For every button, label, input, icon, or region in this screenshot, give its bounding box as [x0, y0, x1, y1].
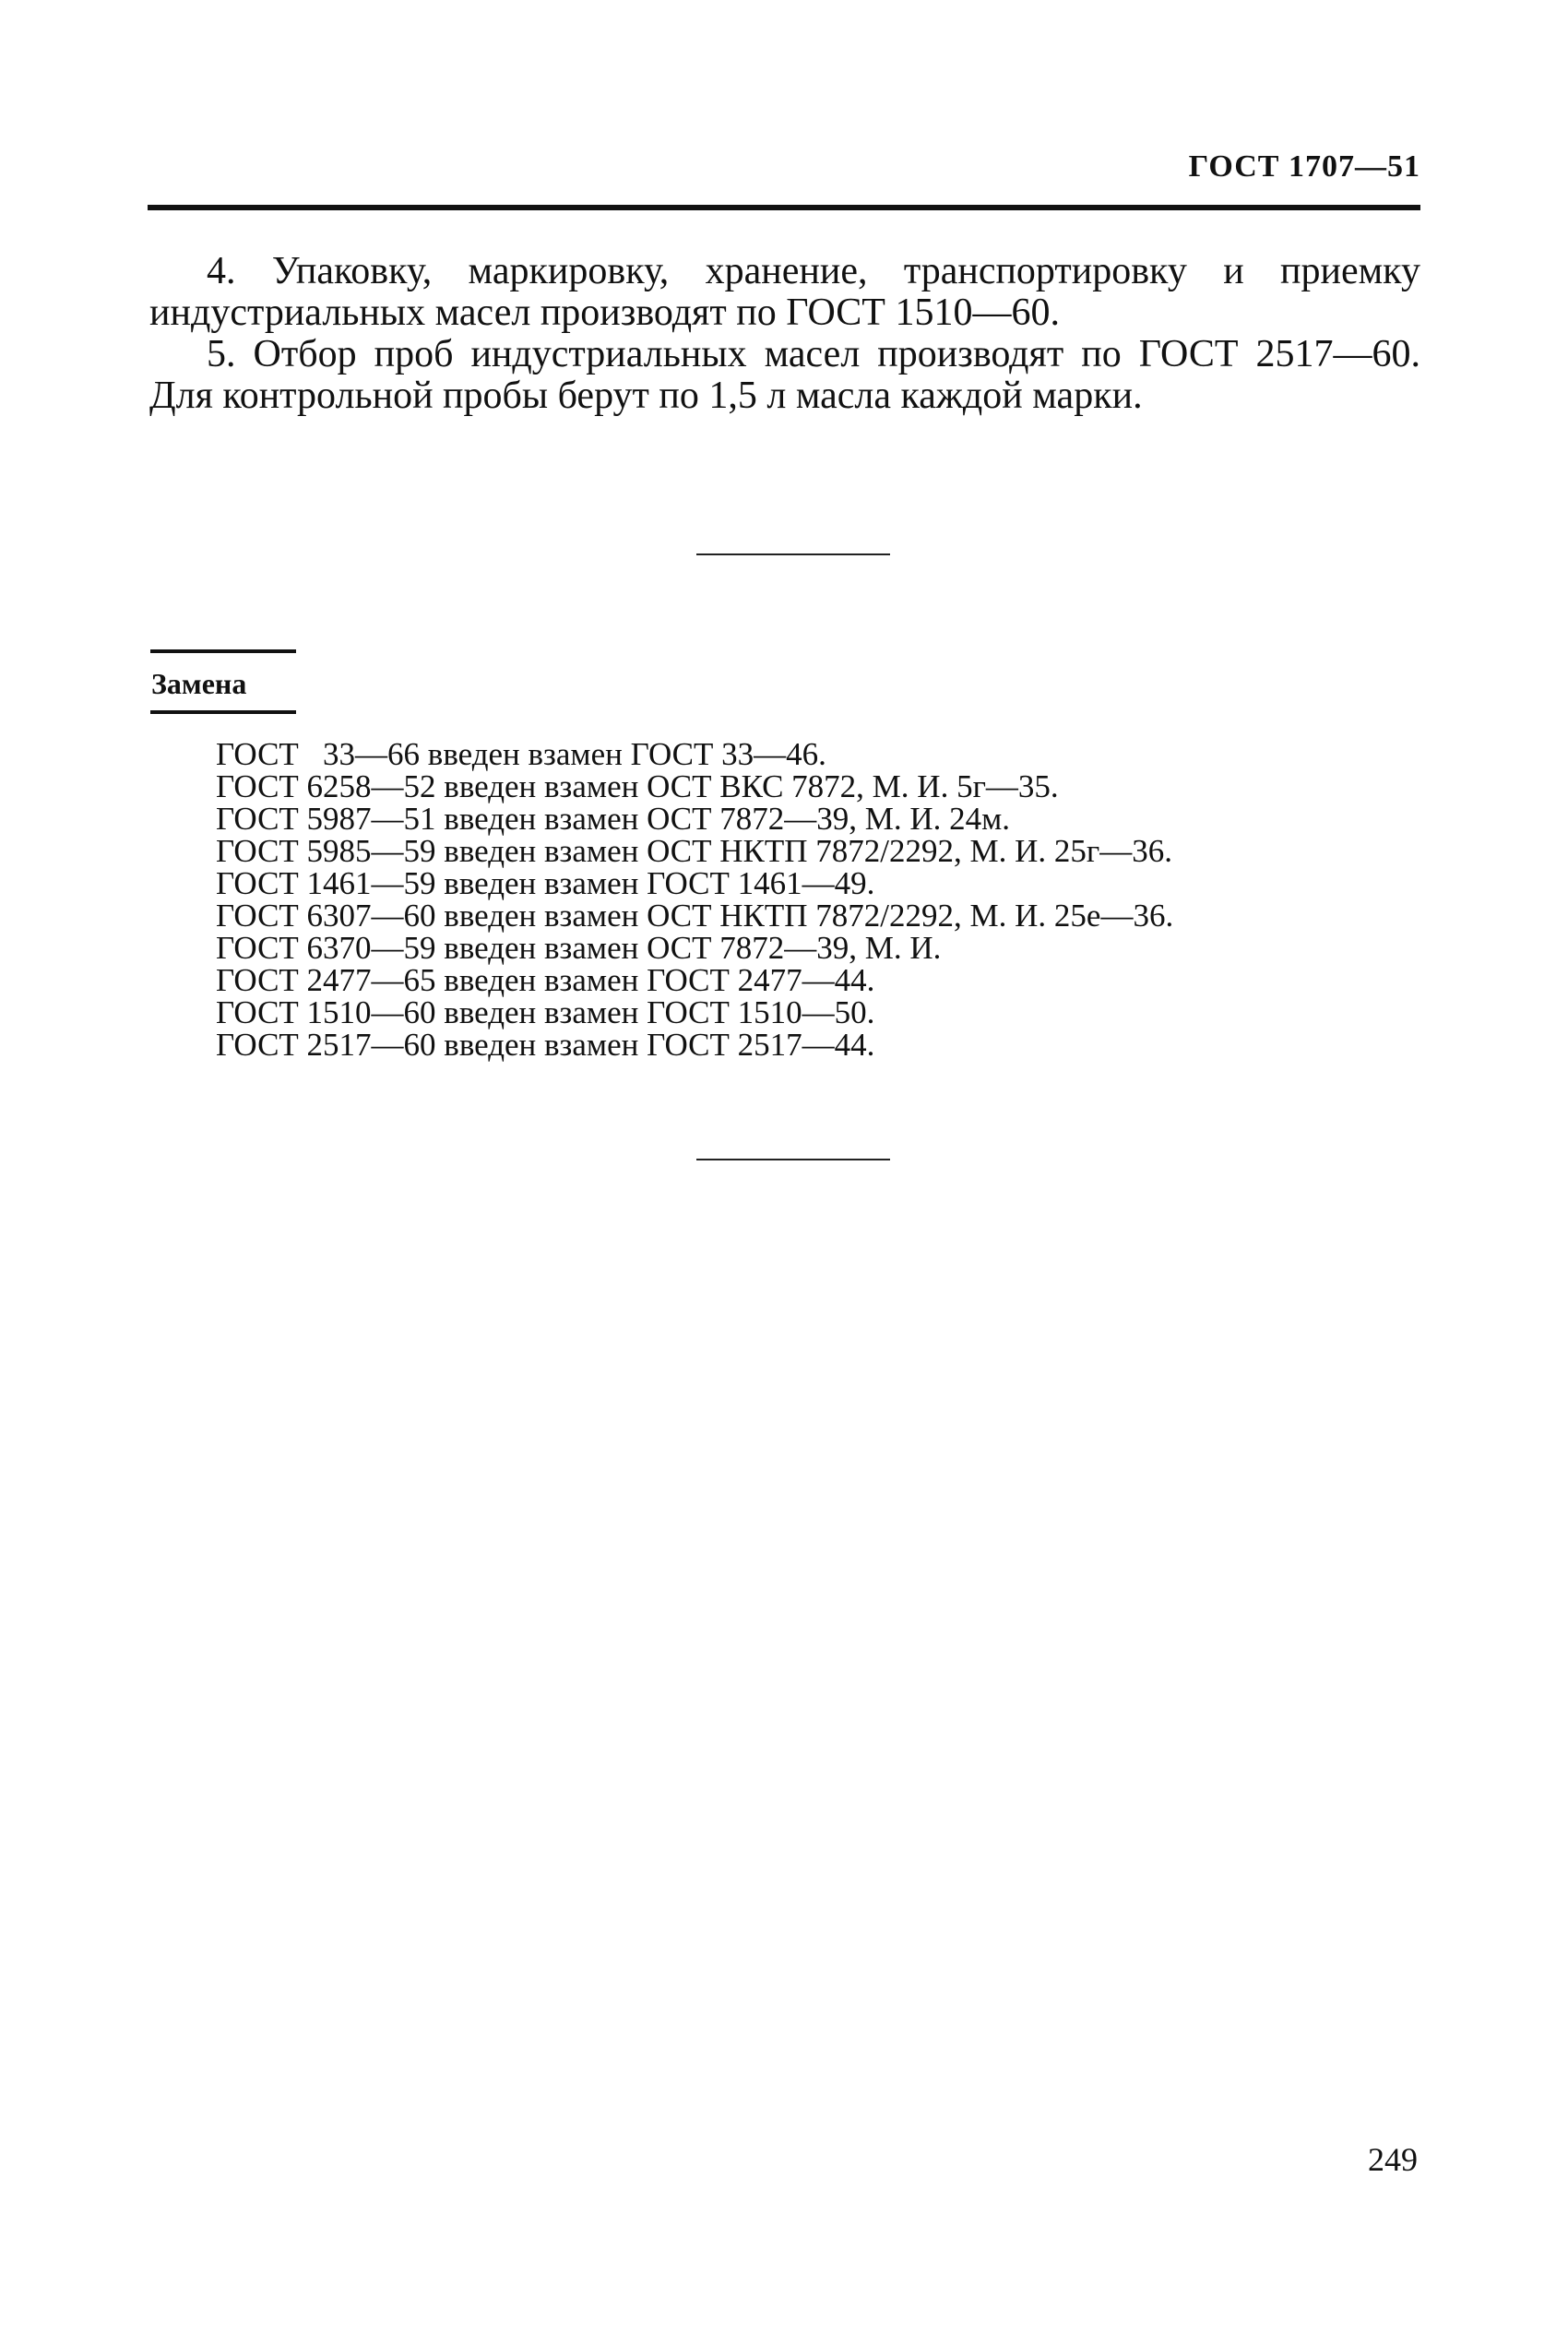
page-number: 249: [1368, 2141, 1418, 2178]
document-header-title: ГОСТ 1707—51: [1188, 149, 1420, 184]
main-text: [149, 251, 1420, 417]
list-item: ГОСТ 2477—65 введен взамен ГОСТ 2477—44.: [216, 962, 875, 998]
list-item: ГОСТ 6370—59 введен взамен ОСТ 7872—39, М. И.: [216, 930, 942, 966]
header-rule: [148, 205, 1420, 210]
paragraph-sampling: 5. Отбор проб индустриальных масел производят по ГОСТ 2517—60. Для контрольной пробы берут по 1,5 л масла каждой марки.: [149, 333, 1420, 417]
paragraph-packaging: 4. Упаковку, маркировку, хранение, транспортировку и приемку индустриальных масел производят по ГОСТ 1510—60.: [149, 250, 1420, 334]
list-item: ГОСТ 1510—60 введен взамен ГОСТ 1510—50.: [216, 994, 875, 1030]
section-title-replacement: Замена: [151, 667, 247, 700]
list-item: ГОСТ 6307—60 введен взамен ОСТ НКТП 7872/2292, М. И. 25е—36.: [216, 898, 1174, 934]
section-separator-top: [696, 553, 890, 555]
section-title-rule-top: [150, 649, 296, 653]
replacement-list: [216, 738, 1173, 1061]
section-title-rule-bottom: [150, 710, 296, 714]
list-item: ГОСТ 5987—51 введен взамен ОСТ 7872—39, М. И. 24м.: [216, 801, 1011, 837]
list-item: ГОСТ 5985—59 введен взамен ОСТ НКТП 7872/2292, М. И. 25г—36.: [216, 833, 1173, 869]
list-item: ГОСТ 2517—60 введен взамен ГОСТ 2517—44.: [216, 1027, 875, 1063]
list-item: ГОСТ 6258—52 введен взамен ОСТ ВКС 7872, М. И. 5г—35.: [216, 768, 1059, 804]
section-separator-bottom: [696, 1159, 890, 1160]
list-item: ГОСТ 1461—59 введен взамен ГОСТ 1461—49.: [216, 865, 875, 901]
list-item: ГОСТ 33—66 введен взамен ГОСТ 33—46.: [216, 736, 826, 772]
